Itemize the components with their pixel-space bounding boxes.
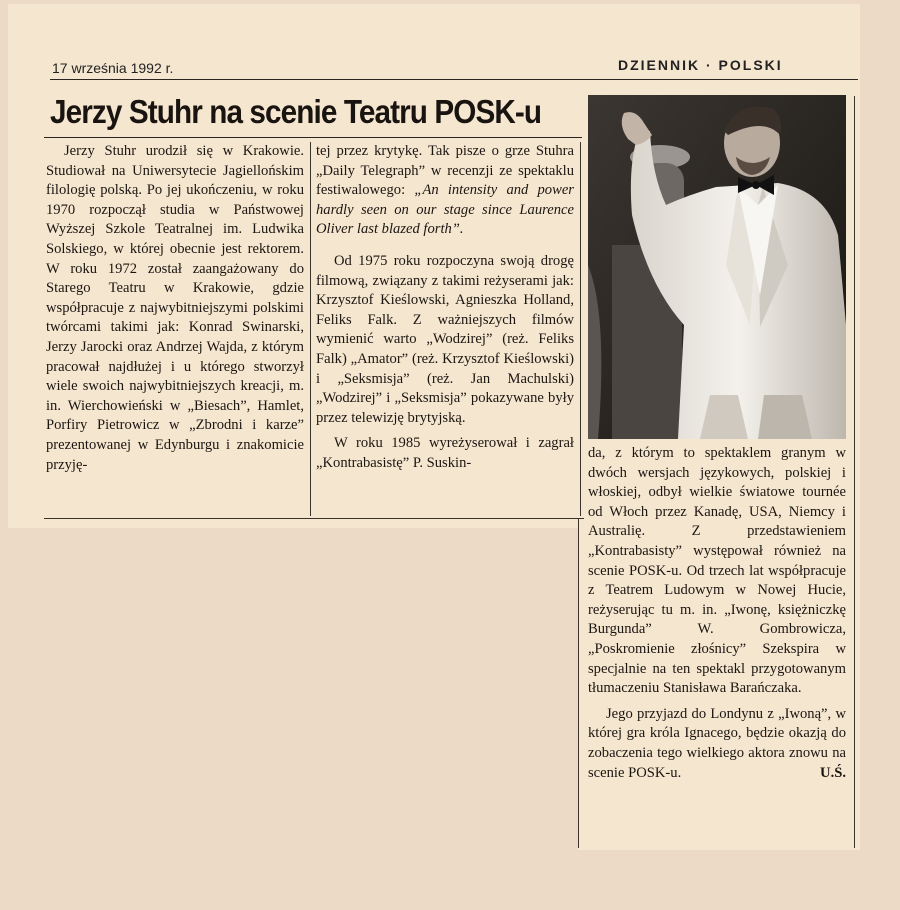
article-title: Jerzy Stuhr na scenie Teatru POSK-u	[50, 93, 542, 130]
article-column-3	[588, 444, 846, 784]
issue-date: 17 września 1992 r.	[52, 60, 174, 76]
author-signature: U.Ś.	[820, 765, 846, 782]
paragraph	[316, 142, 574, 240]
newspaper-name: DZIENNIK · POLSKI	[618, 57, 783, 73]
paragraph: da, z którym to spektaklem granym w dwóch wersjach językowych, polskiej i włoskiej, odbył wielkie światowe tournée od Włoch przez Kanadę, USA, Niemcy i Australię. Z przedstawieniem „Kontrabasisty” występował również na scenie POSK-u. Od trzech lat współpracuje z Teatrem Ludowym w Nowej Hucie, reżyserując tu m. in. „Iwonę, księżniczkę Burgunda” W. Gombrowicza, „Poskromienie złośnicy” Szekspira w specjalnie na ten spektakl przygotowanym tłumaczeniu Stanisława Barańczaka.	[588, 445, 846, 697]
paragraph: Od 1975 roku rozpoczyna swoją drogę filmową, związany z takimi reżyserami jak: Krzysztof Kieślowski, Agnieszka Holland, Feliks Falk. Z ważniejszych filmów wymienić warto „Wodzirej” (reż. Feliks Falk) „Amator” (reż. Krzysztof Kieślowski) i „Seksmisja” (reż. Jan Machulski) „Wodzirej” i „Seksmisja” pokazywane były przez telewizję brytyjską.	[316, 252, 574, 426]
telegraph-quote: „An intensity and power hardly seen on our stage since Laurence Oliver last blazed forth”.	[316, 182, 574, 238]
paragraph: W roku 1985 wyreżyserował i zagrał „Kontrabasistę” P. Suskin-	[316, 435, 574, 471]
paragraph: Jerzy Stuhr urodził się w Krakowie. Studiował na Uniwersytecie Jagiellońskim filologię polską. Po jej ukończeniu, w roku 1970 rozpoczął studia w Państwowej Wyższej Szkole Teatralnej im. Ludwika Solskiego, w której obecnie jest rektorem. W roku 1972 został zaangażowany do Starego Teatru w Krakowie, gdzie współpracuje z najwybitniejszymi polskimi twórcami takimi jak: Konrad Swinarski, Jerzy Jarocki oraz Andrzej Wajda, z którym pracował najdłużej i u którego stworzył wiele swoich najwybitniejszych kreacji, m. in. Wierchowieński w „Biesach”, Hamlet, Porfiry Pietrowicz w „Zbrodni i karze” prezentowanej w Edynburgu i znakomicie przyję-	[46, 143, 304, 473]
article-column-1	[46, 142, 304, 475]
actor-in-white-suit-icon	[588, 95, 846, 439]
header-rule	[50, 79, 858, 80]
title-rule	[44, 137, 582, 138]
column-rule-1	[310, 142, 311, 516]
paragraph-text: tej przez krytykę. Tak pisze o grze Stuhra „Daily Telegraph” w recenzji ze spektaklu festiwalowego:	[316, 143, 574, 199]
column-3-left-rule	[578, 518, 579, 848]
bottom-rule	[44, 518, 584, 519]
paragraph: Jego przyjazd do Londynu z „Iwoną”, w której gra króla Ignacego, będzie okazją do zobaczenia tego wielkiego aktora znowu na scenie POSK-u.	[588, 705, 846, 781]
column-rule-2	[580, 142, 581, 516]
article-column-2	[316, 142, 574, 474]
column-3-right-rule	[854, 96, 855, 848]
actor-photo	[588, 95, 846, 439]
